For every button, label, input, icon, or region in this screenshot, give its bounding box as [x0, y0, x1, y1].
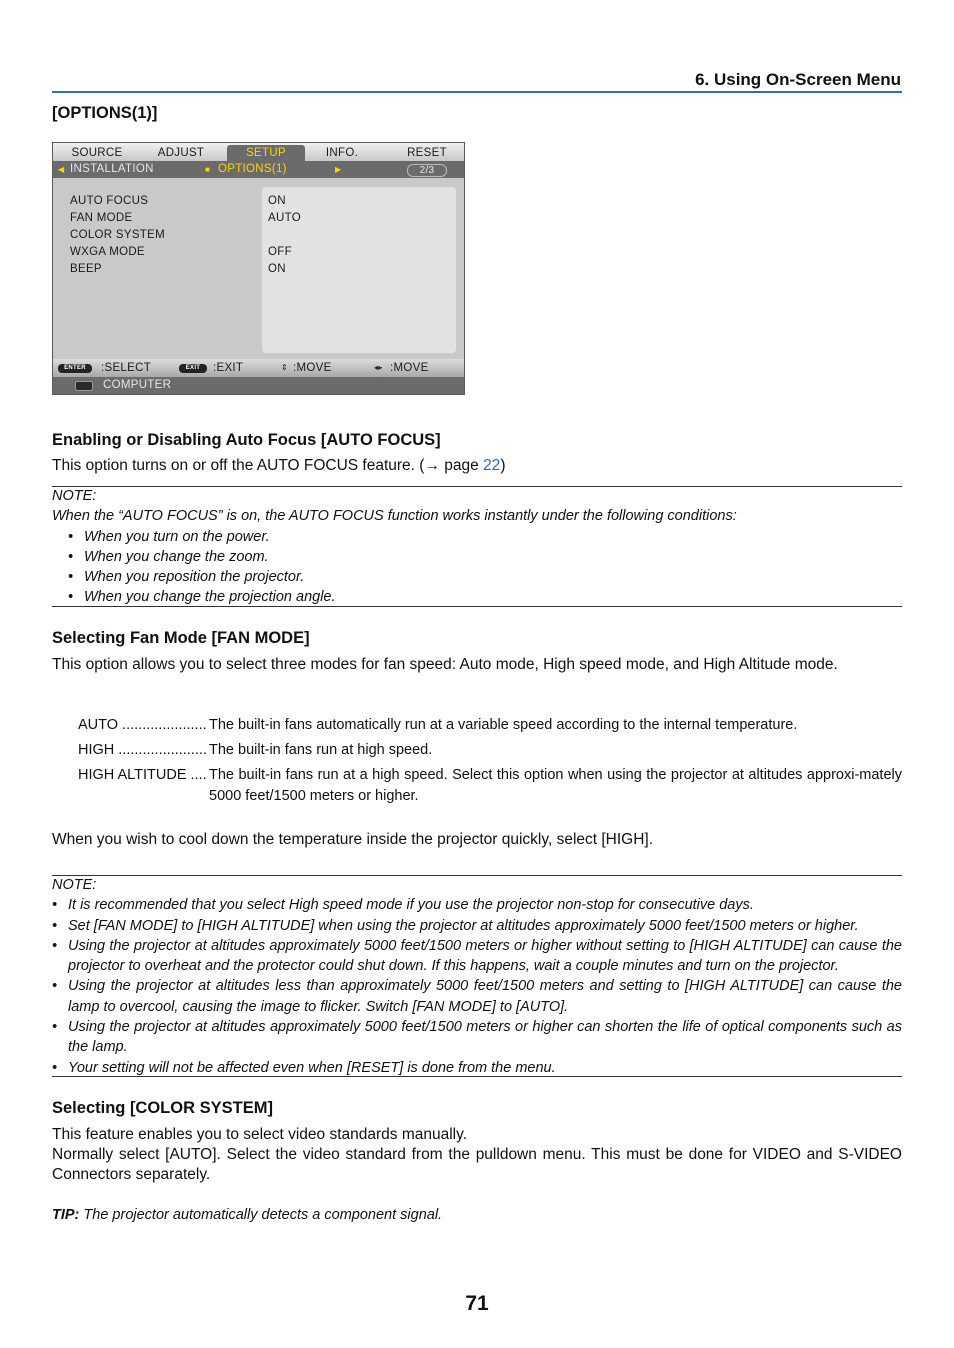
osd-sub-options: OPTIONS(1) [218, 163, 287, 175]
note-bullet: It is recommended that you select High speed mode if you use the projector non-stop for consecutive days. [68, 897, 754, 914]
osd-item-label: COLOR SYSTEM [70, 229, 165, 241]
osd-footer-exit: :EXIT [213, 362, 244, 374]
osd-sub-installation: INSTALLATION [70, 163, 154, 175]
fan-mode-desc: The built-in fans run at a high speed. Select this option when using the projector at altitudes approxi-mately 5000 feet/1500 meters or higher. [209, 767, 902, 804]
header-rule [52, 91, 902, 93]
enter-key-icon: ENTER [58, 364, 92, 373]
note-bullet: Using the projector at altitudes approximately 5000 feet/1500 meters or higher without setting to [HIGH ALTITUDE] can cause the projector to overheat and the protector could shut down. If this happens, wait a couple minutes and turn on the projector. [68, 937, 902, 975]
osd-item-label: WXGA MODE [70, 246, 145, 258]
autofocus-heading: Enabling or Disabling Auto Focus [AUTO FOCUS] [52, 431, 441, 449]
tip [52, 1205, 442, 1225]
left-right-icon: ◂▸ [374, 363, 383, 372]
up-down-icon: ⇕ [281, 363, 289, 372]
osd-page-indicator: 2/3 [407, 164, 447, 177]
tip-label: TIP: [52, 1207, 80, 1223]
osd-source-label: COMPUTER [103, 379, 172, 391]
osd-item-label: AUTO FOCUS [70, 195, 149, 207]
osd-menu [52, 142, 465, 395]
section-title: [OPTIONS(1)] [52, 104, 158, 122]
page-link[interactable]: 22 [483, 457, 501, 474]
osd-item-value: ON [268, 195, 286, 207]
autofocus-note: NOTE: When the “AUTO FOCUS” is on, the AUTO FOCUS function works instantly under the following conditions: • When you turn on the power. • When you change the zoom. • When you reposition the projector. • When you change the projection angle. [52, 486, 902, 608]
osd-footer-move-horizontal: :MOVE [390, 362, 429, 374]
autofocus-description [52, 456, 505, 476]
note-bullet: Using the projector at altitudes approximately 5000 feet/1500 meters or higher can shorten the life of optical components such as the lamp. [68, 1019, 902, 1056]
osd-item-value: OFF [268, 246, 292, 258]
tip-text: The projector automatically detects a component signal. [79, 1207, 443, 1223]
colorsystem-line1: This feature enables you to select video standards manually. [52, 1126, 468, 1143]
fan-mode-desc: The built-in fans run at high speed. [209, 742, 433, 758]
fanmode-cool-text: When you wish to cool down the temperature inside the projector quickly, select [HIGH]. [52, 831, 654, 848]
note-bullet: When you turn on the power. [84, 528, 270, 545]
note-label: NOTE: [52, 488, 97, 504]
fanmode-heading: Selecting Fan Mode [FAN MODE] [52, 629, 310, 647]
note-label: NOTE: [52, 877, 97, 893]
osd-footer [53, 359, 464, 377]
osd-tab-setup: SETUP [227, 145, 305, 161]
colorsystem-heading: Selecting [COLOR SYSTEM] [52, 1099, 273, 1117]
osd-footer-move-vertical: :MOVE [293, 362, 332, 374]
fanmode-note: NOTE: • It is recommended that you select High speed mode if you use the projector non-stop for consecutive days. • Set [FAN MODE] to [HIGH ALTITUDE] when using the projector at altitudes approximately 5000 feet/1500 meters or higher. • Using the projector at altitudes approximately 5000 feet/1500 meters or higher without setting to [HIGH ALTITUDE] can cause the projector to overheat and the protector could shut down. If this happens, wait a couple minutes and turn on the projector. • Using the projector at altitudes less than approximately 5000 feet/1500 meters and setting to [HIGH ALTITUDE] can cause the lamp to overcool, causing the image to flicker. Switch [FAN MODE] to [AUTO]. • Using the projector at altitudes approximately 5000 feet/1500 meters or higher can shorten the life of optical components such as the lamp. • Your setting will not be affected even when [RESET] is done from the menu. [52, 875, 902, 1078]
exit-key-icon: EXIT [179, 364, 207, 373]
osd-item-value: ON [268, 263, 286, 275]
fanmode-intro: This option allows you to select three modes for fan speed: Auto mode, High speed mode, and High Altitude mode. [52, 656, 838, 673]
bullet-icon: ■ [205, 165, 211, 174]
osd-item-value: AUTO [268, 212, 301, 224]
fan-mode-label: AUTO ..................... [78, 717, 207, 733]
autofocus-text-end: ) [500, 457, 506, 474]
chapter-header: 6. Using On-Screen Menu [695, 70, 901, 89]
right-arrow-icon: ▶ [335, 165, 342, 174]
osd-tab-info: INFO. [325, 147, 359, 159]
note-intro: When the “AUTO FOCUS” is on, the AUTO FOCUS function works instantly under the following conditions: [52, 508, 737, 525]
osd-item-label: FAN MODE [70, 212, 133, 224]
note-rule-bottom [52, 606, 902, 607]
fan-mode-label: HIGH ...................... [78, 742, 207, 758]
osd-tab-adjust: ADJUST [157, 147, 205, 159]
page-number: 71 [465, 1292, 489, 1315]
note-bullet: When you change the projection angle. [84, 589, 336, 606]
note-bullet: Set [FAN MODE] to [HIGH ALTITUDE] when using the projector at altitudes approximately 5000 feet/1500 meters or higher. [68, 917, 859, 934]
note-bullet: Using the projector at altitudes less than approximately 5000 feet/1500 meters and setting to [HIGH ALTITUDE] can cause the lamp to overcool, causing the image to flicker. Switch [FAN MODE] to [AUTO]. [68, 978, 902, 1015]
left-arrow-icon: ◀ [58, 165, 65, 174]
note-bullet: When you reposition the projector. [84, 569, 305, 586]
fan-mode-label: HIGH ALTITUDE .... [78, 767, 207, 783]
autofocus-text: This option turns on or off the AUTO FOCUS feature. (→ page [52, 457, 484, 474]
osd-tab-reset: RESET [407, 147, 447, 159]
colorsystem-line2: Normally select [AUTO]. Select the video standard from the pulldown menu. This must be done for VIDEO and S-VIDEO Connectors separately. [52, 1146, 902, 1183]
note-rule-bottom [52, 1076, 902, 1077]
vga-connector-icon [75, 381, 93, 391]
osd-footer-select: :SELECT [101, 362, 152, 374]
fan-mode-desc: The built-in fans automatically run at a variable speed according to the internal temperature. [209, 717, 798, 733]
osd-tab-source: SOURCE [71, 147, 123, 159]
note-bullet: When you change the zoom. [84, 548, 269, 565]
osd-tab-bar [53, 143, 464, 161]
osd-source-bar [53, 377, 464, 394]
osd-submenu-bar [53, 161, 464, 178]
note-bullet: Your setting will not be affected even when [RESET] is done from the menu. [68, 1059, 556, 1076]
osd-item-label: BEEP [70, 263, 102, 275]
